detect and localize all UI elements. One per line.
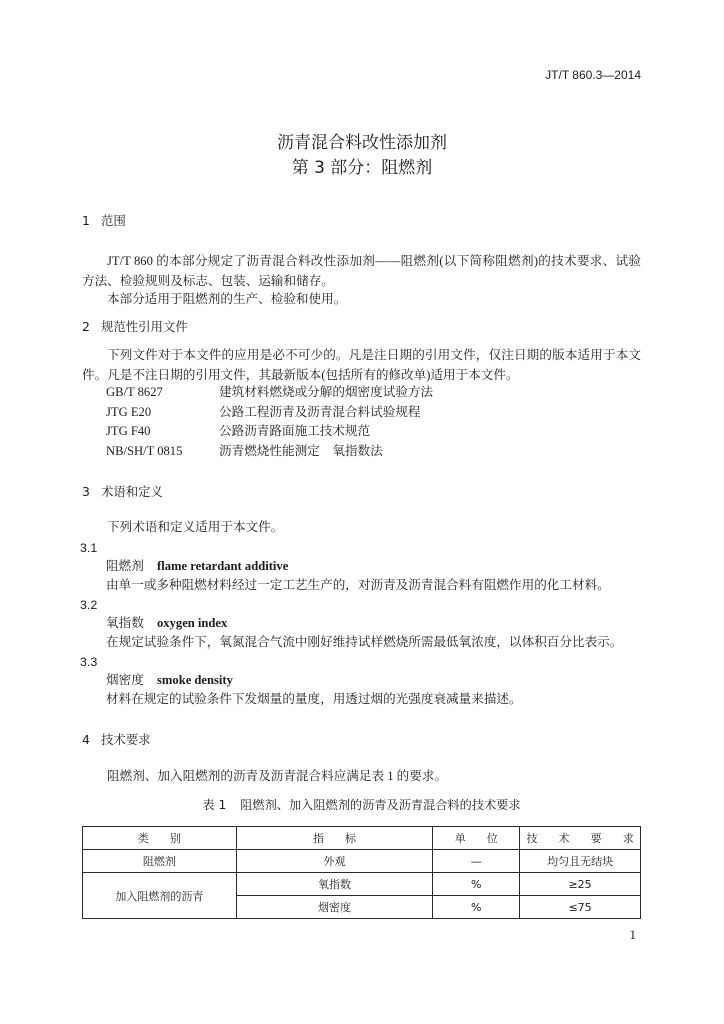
section-number: 4	[82, 732, 90, 747]
scope-applicability-paragraph: 本部分适用于阻燃剂的生产、检验和使用。	[107, 292, 347, 306]
indicator-cell: 烟密度	[236, 896, 433, 919]
section-title: 技术要求	[101, 732, 151, 747]
requirement-cell: 均匀且无结块	[520, 850, 641, 873]
terms-intro-paragraph: 下列术语和定义适用于本文件。	[107, 520, 284, 534]
indicator-cell: 外观	[236, 850, 433, 873]
reference-item	[82, 403, 641, 423]
reference-title: 建筑材料燃烧或分解的烟密度试验方法	[219, 385, 434, 399]
document-title: 沥青混合料改性添加剂	[277, 133, 447, 153]
reference-code: NB/SH/T 0815	[106, 444, 183, 459]
section-number: 2	[82, 319, 90, 334]
requirements-intro-paragraph: 阻燃剂、加入阻燃剂的沥青及沥青混合料应满足表 1 的要求。	[107, 769, 448, 783]
requirement-cell: ≤75	[520, 896, 641, 919]
term-name	[106, 670, 233, 690]
reference-list	[82, 383, 641, 462]
term-number: 3.3	[80, 655, 98, 669]
column-header-unit: 单 位	[433, 827, 520, 850]
section-number: 1	[82, 213, 90, 228]
term-name-en: smoke density	[157, 673, 233, 687]
table-header-row	[83, 827, 641, 850]
term-name-zh: 烟密度	[106, 672, 144, 687]
term-name-zh: 氧指数	[106, 615, 144, 630]
term-number: 3.2	[80, 598, 98, 612]
scope-paragraph: JT/T 860 的本部分规定了沥青混合料改性添加剂——阻燃剂(以下简称阻燃剂)的技术要求、试验方法、检验规则及标志、包装、运输和储存。	[82, 254, 641, 288]
reference-code: JTG F40	[106, 424, 151, 439]
standard-code-header: JT/T 860.3—2014	[545, 68, 641, 82]
term-name	[106, 613, 227, 633]
term-name-zh: 阻燃剂	[106, 558, 144, 573]
reference-code: JTG E20	[106, 404, 152, 419]
column-header-indicator: 指 标	[236, 827, 433, 850]
section-title: 范围	[101, 213, 126, 228]
table-caption	[82, 795, 641, 815]
page-number: 1	[629, 927, 636, 942]
reference-item	[82, 383, 641, 403]
references-intro-paragraph: 下列文件对于本文件的应用是必不可少的。凡是注日期的引用文件，仅注日期的版本适用于本文件。凡是不注日期的引用文件，其最新版本(包括所有的修改单)适用于本文件。	[82, 348, 641, 382]
term-definition: 在规定试验条件下，氧氮混合气流中刚好维持试样燃烧所需最低氧浓度，以体积百分比表示。	[106, 635, 623, 649]
section-title: 术语和定义	[101, 484, 163, 499]
section-heading-normative-references	[82, 317, 641, 337]
table-caption-number: 表 1	[202, 798, 227, 812]
table-row	[83, 850, 641, 873]
reference-item	[82, 422, 641, 442]
reference-title: 沥青燃烧性能测定 氧指数法	[219, 444, 383, 459]
reference-code: GB/T 8627	[106, 385, 163, 399]
table-row	[83, 873, 641, 896]
unit-cell: —	[433, 850, 520, 873]
section-heading-scope	[82, 211, 641, 231]
document-subtitle: 第 3 部分：阻燃剂	[291, 158, 433, 178]
category-cell: 加入阻燃剂的沥青	[83, 873, 237, 919]
technical-requirements-table	[82, 826, 641, 919]
reference-title: 公路沥青路面施工技术规范	[219, 424, 371, 439]
unit-cell: %	[433, 873, 520, 896]
section-number: 3	[82, 484, 90, 499]
indicator-cell: 氧指数	[236, 873, 433, 896]
column-header-category: 类 别	[83, 827, 237, 850]
term-definition: 材料在规定的试验条件下发烟量的量度，用透过烟的光强度衰减量来描述。	[106, 692, 522, 706]
section-heading-terms-and-definitions	[82, 482, 641, 502]
column-header-requirement: 技 术 要 求	[520, 827, 641, 850]
term-name	[106, 556, 288, 576]
reference-title: 公路工程沥青及沥青混合料试验规程	[219, 404, 421, 419]
term-definition: 由单一或多种阻燃材料经过一定工艺生产的，对沥青及沥青混合料有阻燃作用的化工材料。	[106, 578, 610, 592]
term-name-en: flame retardant additive	[157, 559, 289, 573]
requirement-cell: ≥25	[520, 873, 641, 896]
section-title: 规范性引用文件	[101, 319, 188, 334]
reference-item	[82, 442, 641, 462]
unit-cell: %	[433, 896, 520, 919]
section-heading-technical-requirements	[82, 730, 641, 750]
term-number: 3.1	[80, 541, 98, 555]
table-caption-text: 阻燃剂、加入阻燃剂的沥青及沥青混合料的技术要求	[240, 798, 521, 812]
category-cell: 阻燃剂	[83, 850, 237, 873]
term-name-en: oxygen index	[157, 616, 228, 630]
